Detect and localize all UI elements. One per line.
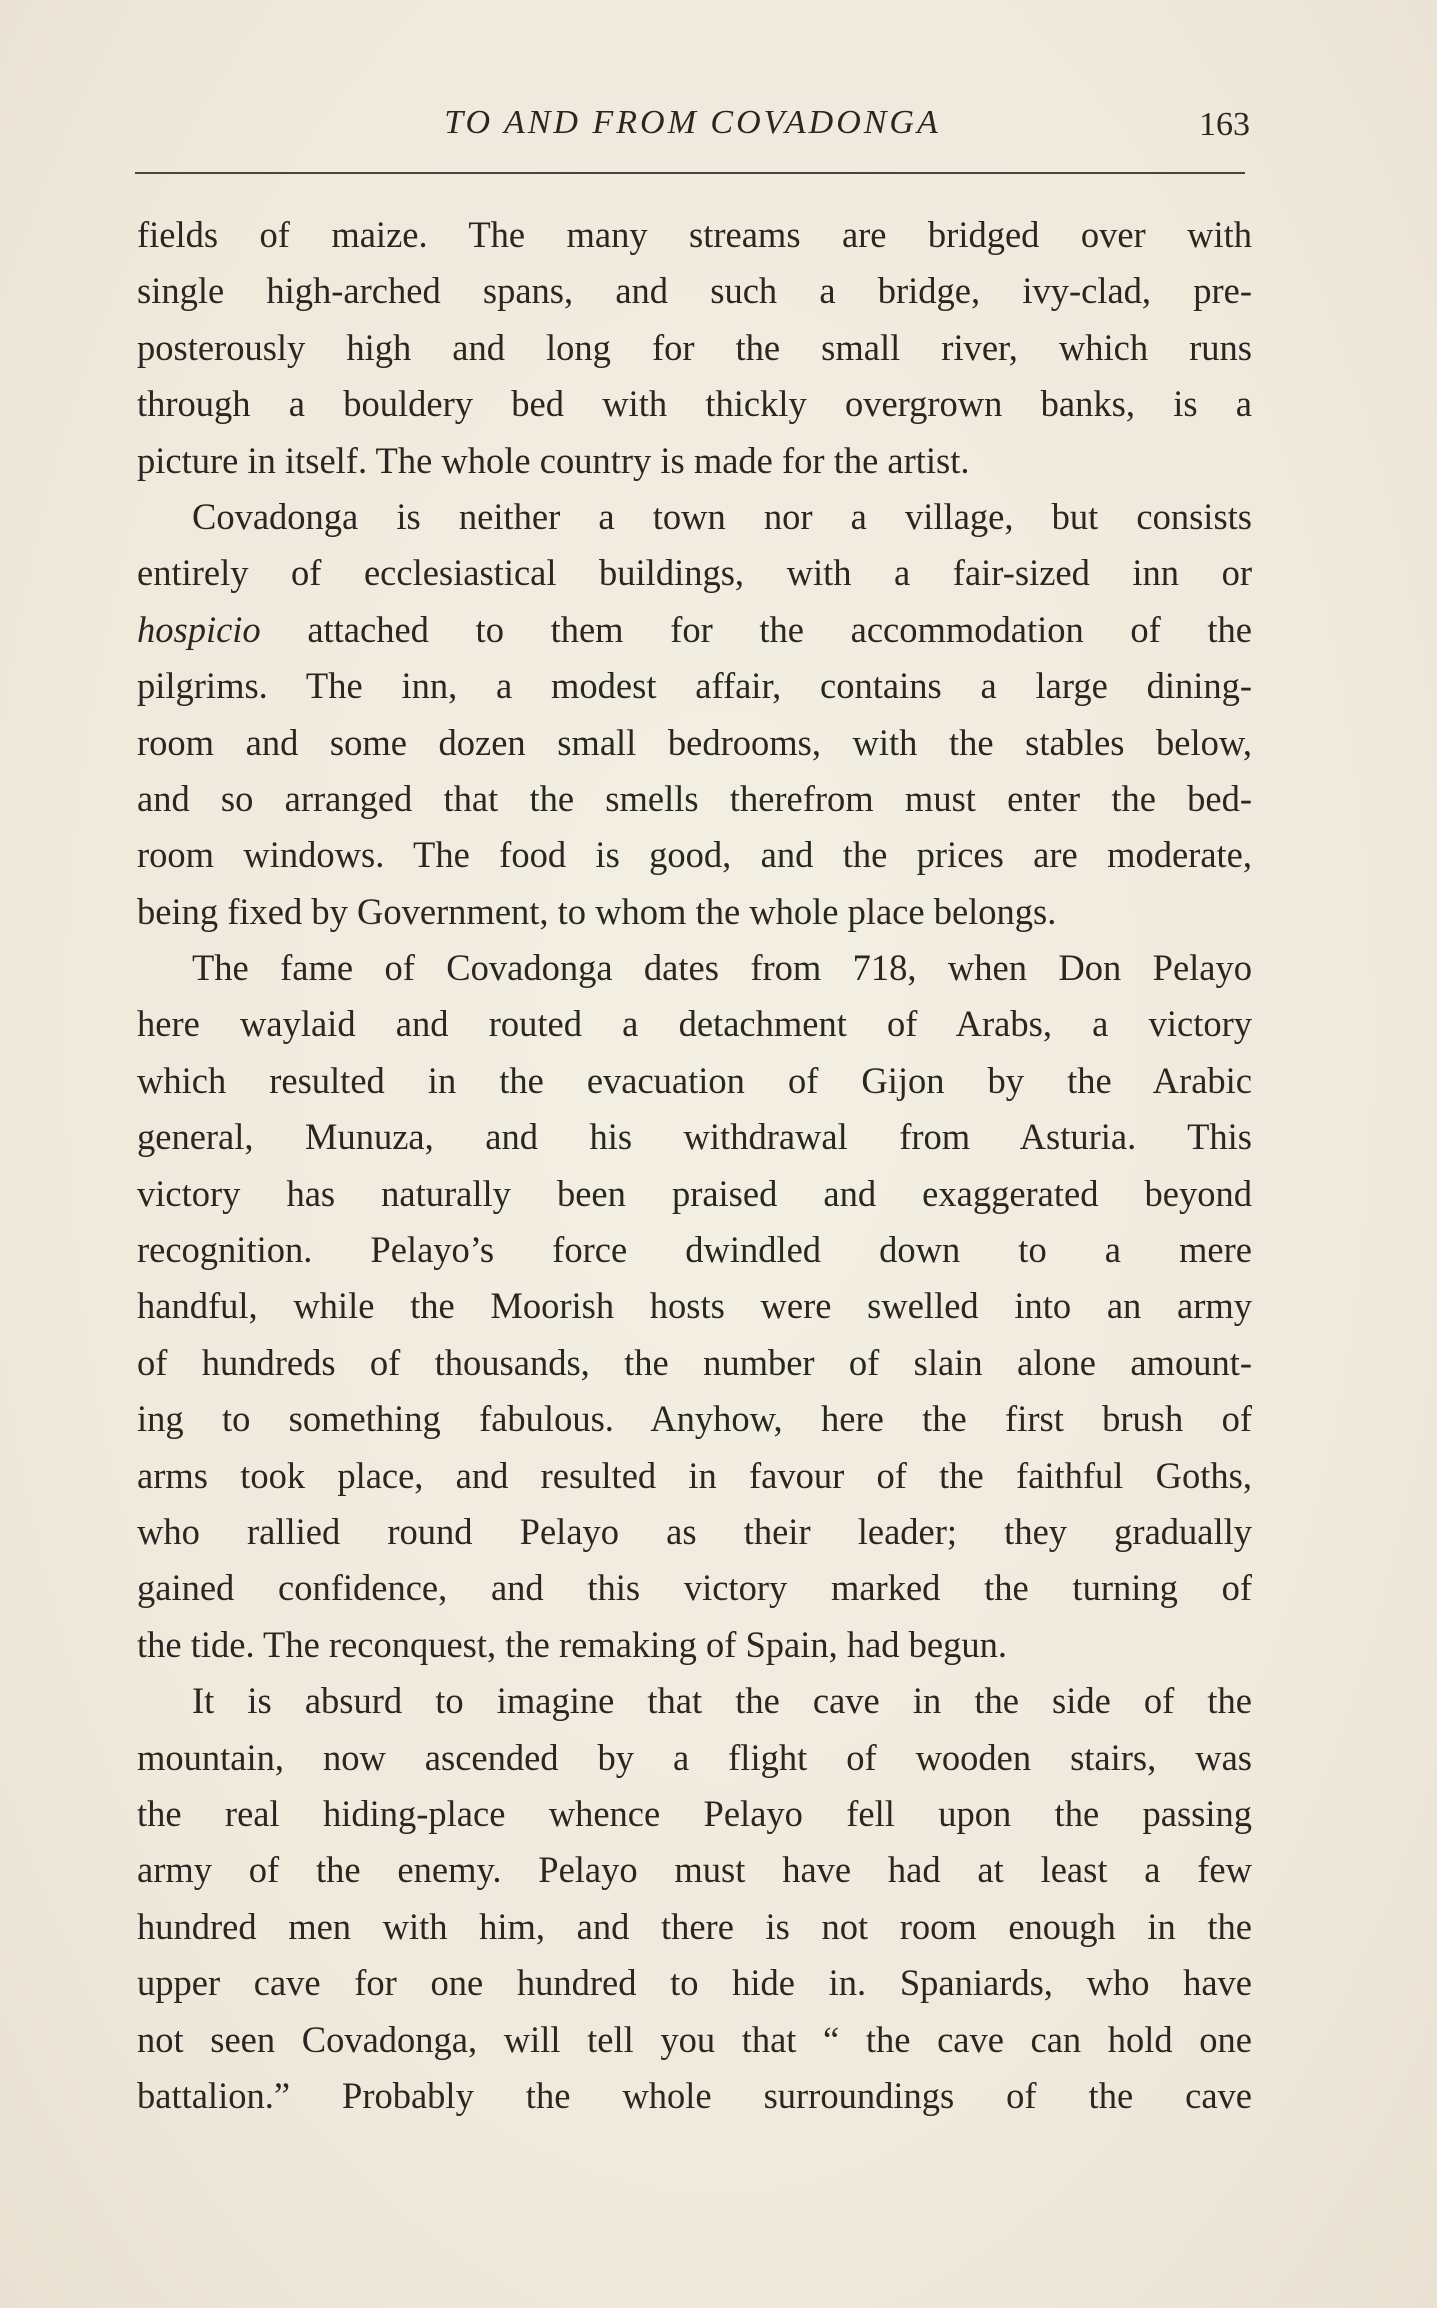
text-line: here waylaid and routed a detachment of Arabs, a victory [137,1003,1252,1045]
text-line: who rallied round Pelayo as their leader; they gradually [137,1510,1252,1552]
text-line [137,602,1252,658]
text-line: The fame of Covadonga dates from 718, when Don Pelayo [192,947,1252,989]
text-line: mountain, now ascended by a flight of wooden stairs, was [137,1736,1252,1778]
text-line: It is absurd to imagine that the cave in the side of the [192,1680,1252,1722]
text-line: single high-arched spans, and such a bridge, ivy-clad, pre- [137,270,1252,312]
text-line: of hundreds of thousands, the number of slain alone amount- [137,1341,1252,1383]
text-line: which resulted in the evacuation of Gijon by the Arabic [137,1059,1252,1101]
text-line: general, Munuza, and his withdrawal from Asturia. This [137,1116,1252,1158]
text-line: the tide. The reconquest, the remaking of Spain, had begun. [137,1623,1008,1665]
text-line: picture in itself. The whole country is made for the artist. [137,439,970,481]
text-line: battalion.” Probably the whole surroundings of the cave [137,2074,1252,2116]
running-head [135,100,1250,160]
text-line: posterously high and long for the small river, which runs [137,326,1252,368]
text-line: army of the enemy. Pelayo must have had at least a few [137,1849,1252,1891]
line-text: attached to them for the accommodation of the [307,608,1252,650]
text-line: arms took place, and resulted in favour of the faithful Goths, [137,1454,1252,1496]
text-line: handful, while the Moorish hosts were swelled into an army [137,1285,1252,1327]
text-line: Covadonga is neither a town nor a village, but consists [192,495,1252,537]
page-number: 163 [1199,106,1250,143]
text-line: pilgrims. The inn, a modest affair, contains a large dining- [137,665,1252,707]
text-line: gained confidence, and this victory marked the turning of [137,1567,1252,1609]
text-line: ing to something fabulous. Anyhow, here the first brush of [137,1398,1252,1440]
text-line: entirely of ecclesiastical buildings, with a fair-sized inn or [137,552,1252,594]
running-title: TO AND FROM COVADONGA [444,104,941,141]
text-line: upper cave for one hundred to hide in. Spaniards, who have [137,1962,1252,2004]
text-line: being fixed by Government, to whom the whole place belongs. [137,890,1057,932]
text-line: room windows. The food is good, and the prices are moderate, [137,834,1252,876]
header-rule [135,172,1245,174]
text-line: room and some dozen small bedrooms, with the stables below, [137,721,1252,763]
text-line: through a bouldery bed with thickly overgrown banks, is a [137,383,1252,425]
text-line: not seen Covadonga, will tell you that “ the cave can hold one [137,2018,1252,2060]
text-line: hundred men with him, and there is not room enough in the [137,1905,1252,1947]
body-text [137,207,1252,2124]
text-line: recognition. Pelayo’s force dwindled down to a mere [137,1229,1252,1271]
text-line: the real hiding-place whence Pelayo fell upon the passing [137,1792,1252,1834]
text-line: victory has naturally been praised and exaggerated beyond [137,1172,1252,1214]
text-line: fields of maize. The many streams are bridged over with [137,214,1252,255]
italic-word: hospicio [137,608,261,650]
text-line: and so arranged that the smells therefrom must enter the bed- [137,777,1252,819]
